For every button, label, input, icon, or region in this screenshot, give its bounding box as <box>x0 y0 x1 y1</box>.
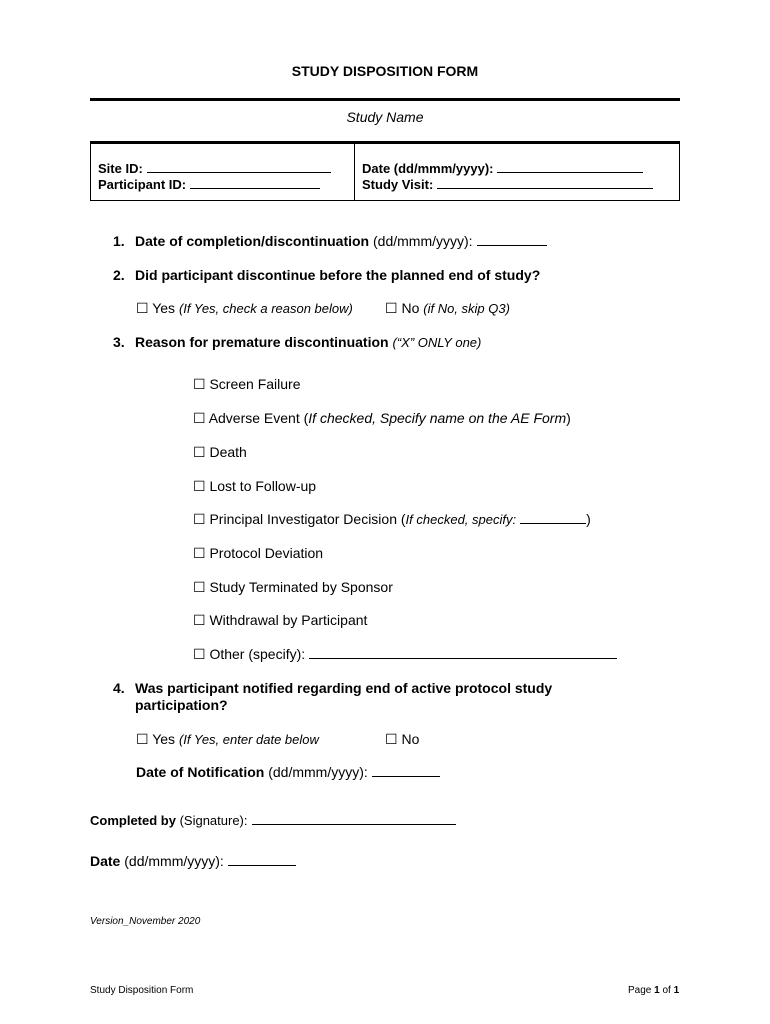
signature-date-input[interactable] <box>228 855 296 866</box>
checkbox-icon[interactable]: ☐ <box>136 300 149 316</box>
question-2 <box>113 267 540 283</box>
q2-no-option[interactable]: ☐ No (if No, skip Q3) <box>385 300 510 316</box>
option-pi-decision[interactable]: ☐ Principal Investigator Decision (If checked, specify: ) <box>193 511 591 527</box>
version-label: Version_November 2020 <box>90 916 201 927</box>
checkbox-icon[interactable]: ☐ <box>385 731 398 747</box>
question-4-line2: participation? <box>135 697 228 713</box>
form-title: STUDY DISPOSITION FORM <box>291 63 479 79</box>
q4-yes-option[interactable]: ☐ Yes (If Yes, enter date below <box>136 731 319 747</box>
page-number: Page 1 of 1 <box>628 985 680 996</box>
option-death[interactable]: ☐ Death <box>193 444 247 460</box>
study-visit-label: Study Visit: <box>362 177 434 192</box>
site-id-field[interactable] <box>98 161 331 176</box>
question-number: 2. <box>113 267 125 283</box>
signature-input[interactable] <box>252 814 456 825</box>
question-number: 1. <box>113 233 125 249</box>
footer-form-name: Study Disposition Form <box>90 985 194 996</box>
checkbox-icon[interactable]: ☐ <box>385 300 398 316</box>
site-id-label: Site ID: <box>98 161 143 176</box>
header-box-divider <box>354 144 355 201</box>
option-lost-follow-up[interactable]: ☐ Lost to Follow-up <box>193 478 317 494</box>
option-withdrawal[interactable]: ☐ Withdrawal by Participant <box>193 612 368 628</box>
signature-date-field: Date (dd/mmm/yyyy): <box>90 853 296 869</box>
checkbox-icon[interactable]: ☐ <box>193 410 206 426</box>
date-label: Date (dd/mmm/yyyy): <box>362 161 494 176</box>
checkbox-icon[interactable]: ☐ <box>193 444 206 460</box>
option-terminated-sponsor[interactable]: ☐ Study Terminated by Sponsor <box>193 579 393 595</box>
date-field[interactable] <box>362 161 643 176</box>
option-other[interactable]: ☐ Other (specify): <box>193 646 617 663</box>
question-number: 3. <box>113 334 125 350</box>
question-4 <box>113 680 552 696</box>
option-protocol-deviation[interactable]: ☐ Protocol Deviation <box>193 545 324 561</box>
q4-no-option[interactable]: ☐ No <box>385 731 420 747</box>
title-divider <box>90 98 680 101</box>
other-specify-input[interactable] <box>309 648 617 659</box>
date-notification-input[interactable] <box>372 766 440 777</box>
question-text: Did participant discontinue before the planned end of study? <box>135 267 541 283</box>
pi-decision-specify-input[interactable] <box>520 513 586 524</box>
participant-id-label: Participant ID: <box>98 177 187 192</box>
checkbox-icon[interactable]: ☐ <box>193 511 206 527</box>
checkbox-icon[interactable]: ☐ <box>136 731 149 747</box>
question-text: Reason for premature discontinuation <box>135 334 389 350</box>
checkbox-icon[interactable]: ☐ <box>193 579 206 595</box>
option-adverse-event[interactable]: ☐ Adverse Event (If checked, Specify name on the AE Form) <box>193 410 571 426</box>
option-screen-failure[interactable]: ☐ Screen Failure <box>193 376 301 392</box>
date-notification-field: Date of Notification (dd/mmm/yyyy): <box>136 764 440 780</box>
date-completion-input[interactable] <box>477 235 547 246</box>
checkbox-icon[interactable]: ☐ <box>193 545 206 561</box>
completed-by-field: Completed by (Signature): <box>90 813 456 828</box>
study-visit-field[interactable] <box>362 177 653 192</box>
checkbox-icon[interactable]: ☐ <box>193 646 206 662</box>
participant-id-field[interactable] <box>98 177 320 192</box>
question-text: Was participant notified regarding end of active protocol study <box>135 680 553 696</box>
question-text: Date of completion/discontinuation <box>135 233 370 249</box>
study-name: Study Name <box>346 109 424 125</box>
q2-yes-option[interactable]: ☐ Yes (If Yes, check a reason below) <box>136 300 353 316</box>
question-number: 4. <box>113 680 125 696</box>
checkbox-icon[interactable]: ☐ <box>193 376 206 392</box>
checkbox-icon[interactable]: ☐ <box>193 478 206 494</box>
checkbox-icon[interactable]: ☐ <box>193 612 206 628</box>
question-3: 3. Reason for premature discontinuation (“X” ONLY one) <box>113 334 482 350</box>
question-1: 1. Date of completion/discontinuation (dd/mmm/yyyy): <box>113 233 547 249</box>
